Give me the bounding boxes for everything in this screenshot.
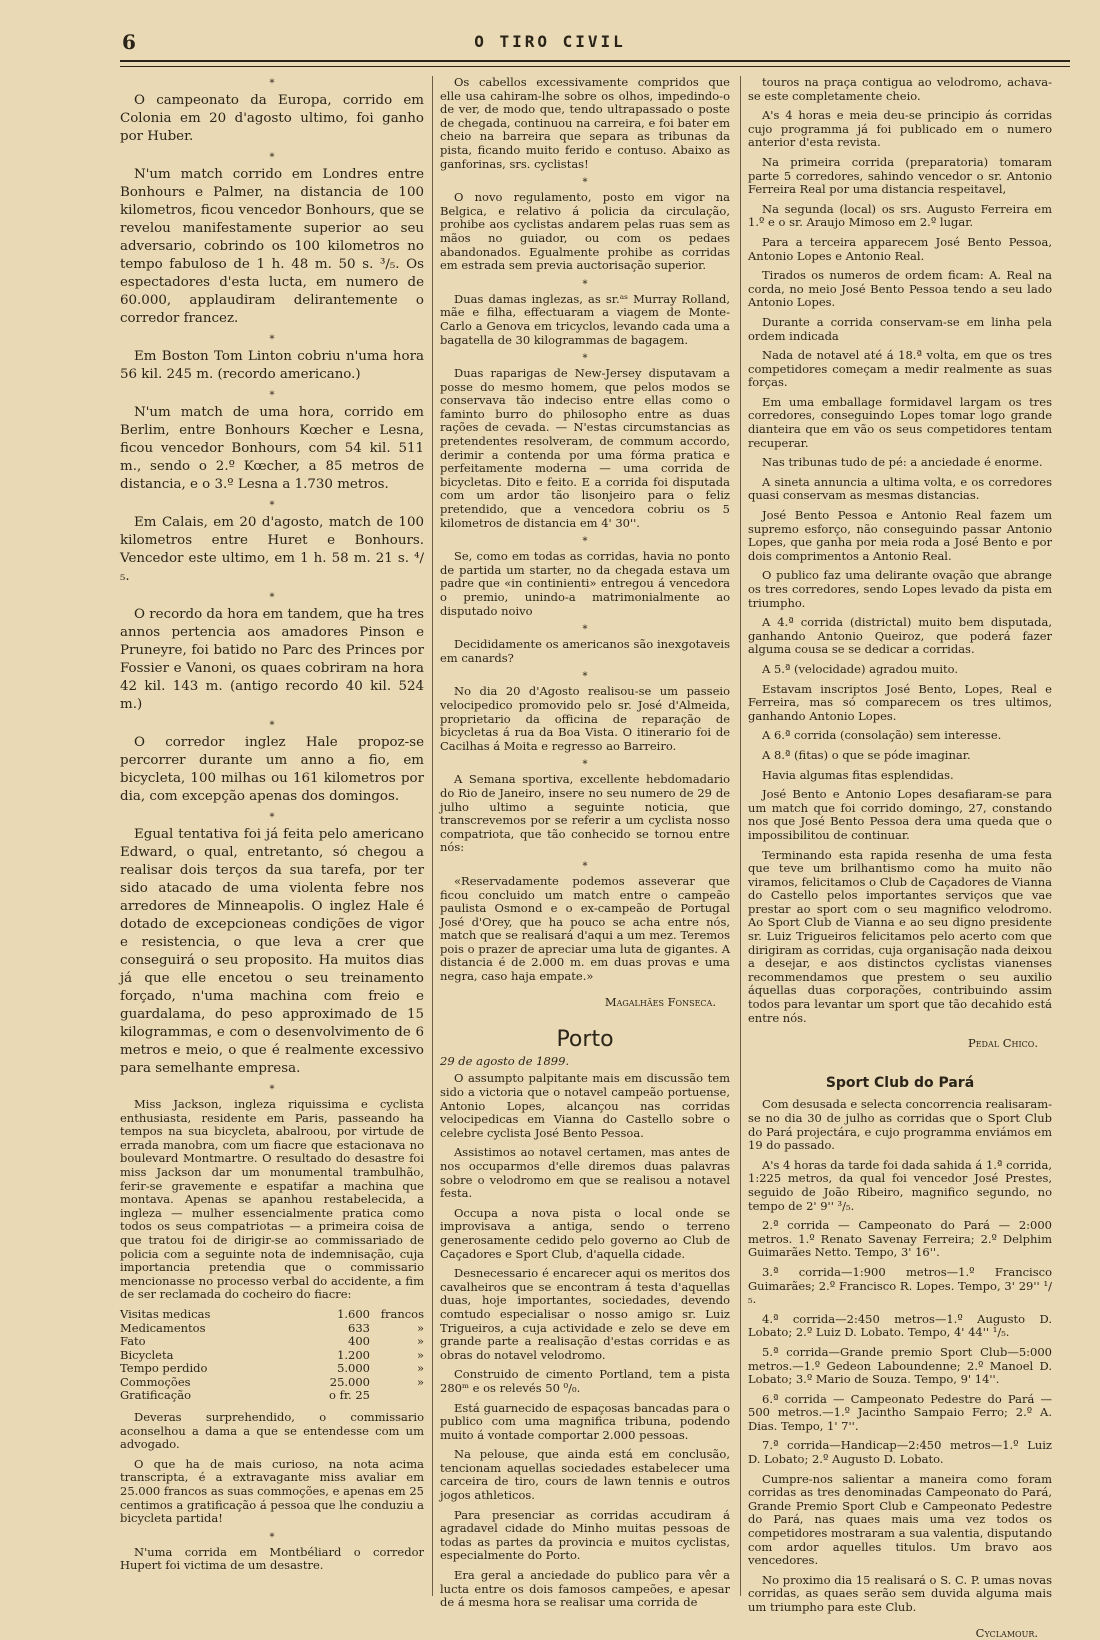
expense-unit: » [416, 1374, 424, 1389]
separator-star: * [269, 1084, 275, 1095]
article-paragraph: Cumpre-nos salientar a maneira como foram corridas as tres denominadas Campeonato do Pará, Grande Premio Sport Club e Campeonato Pedestre do Pará, nas quaes mais uma vez todos os competidores mostraram a sua valentia, disputando com ardor aquelles titulos. Um bravo aos vencedores. [748, 1471, 1052, 1568]
separator-star: * [269, 78, 275, 89]
article-paragraph: A 5.ª (velocidade) agradou muito. [762, 661, 958, 676]
masthead-title: O TIRO CIVIL [474, 32, 626, 51]
article-paragraph: O recordo da hora em tandem, que ha tres annos pertencia aos amadores Pinson e Pruneyre, foi batido no Parc des Princes por Fossier e Vanoni, os quaes cobriram na hora 42 kil. 143 m. (antigo recordo 40 kil. 524 m.) [120, 607, 424, 712]
separator-star: * [582, 759, 588, 771]
article-paragraph: O campeonato da Europa, corrido em Colonia em 20 d'agosto ultimo, foi ganho por Huber. [120, 93, 424, 144]
separator-star: * [269, 390, 275, 401]
column-3 [748, 75, 1053, 1640]
article-paragraph: Na primeira corrida (preparatoria) tomaram parte 5 corredores, sahindo vencedor o sr. Antonio Ferreira Real por uma distancia respeitavel, [748, 154, 1052, 197]
expense-value: o fr. 25 [328, 1388, 370, 1403]
article-paragraph: Nas tribunas tudo de pé: a anciedade é enorme. [762, 455, 1043, 470]
table-row [120, 1349, 424, 1363]
article-paragraph: O publico faz uma delirante ovação que abrange os tres corredores, sendo Lopes levado da pista em triumpho. [748, 568, 1052, 610]
column-divider [432, 76, 433, 1596]
article-paragraph: «Reservadamente podemos asseverar que ficou concluido um match entre o campeão paulista Osmond e o ex-campeão de Portugal José d'Orey, que ha pouco se acha entre nós, match que se realisará d'aqui a um mez. Teremos pois o prazer de apreciar uma luta de gigantes. A distancia é de 2.000 m. em duas provas e uma negra, caso haja empate.» [440, 873, 730, 984]
article-paragraph: 2.ª corrida — Campeonato do Pará — 2:000 metros. 1.º Renato Savenay Ferreira; 2.º Delphim Guimarães Netto. Tempo, 3' 16''. [748, 1218, 1052, 1260]
article-paragraph: Em Calais, em 20 d'agosto, match de 100 kilometros entre Huret e Bonhours. Vencedor este ultimo, em 1 h. 58 m. 21 s. ⁴/₅. [120, 515, 424, 584]
expense-value: 1.200 [337, 1347, 370, 1362]
article-paragraph: O que ha de mais curioso, na nota acima transcripta, é a extravagante miss avaliar em 25.000 francos as suas commoções, e apenas em 25 centimos a gratificação á pessoa que lhe conduziu a bicycleta partida! [120, 1456, 424, 1526]
separator-star: * [269, 334, 275, 345]
separator-star: * [582, 624, 588, 636]
separator-star: * [269, 500, 275, 511]
separator-star: * [269, 592, 275, 603]
article-paragraph: Estavam inscriptos José Bento, Lopes, Real e Ferreira, mas só comparecem os tres ultimos, ganhando Antonio Lopes. [748, 681, 1052, 723]
article-paragraph: Em uma emballage formidavel largam os tres corredores, conseguindo Lopes tomar logo grande dianteira que em vão os seus competidores tentam recuperar. [748, 394, 1052, 450]
article-paragraph: N'um match corrido em Londres entre Bonhours e Palmer, na distancia de 100 kilometros, ficou vencedor Bonhours, que se revelou manifestamente superior ao seu adversario, cobrindo os 100 kilometros no tempo fabuloso de 1 h. 48 m. 50 s. ³/₅. Os espectadores d'esta lucta, em numero de 60.000, applaudiram delirantemente o corredor francez. [120, 167, 424, 326]
article-paragraph: A 4.ª corrida (districtal) muito bem disputada, ganhando Antonio Queiroz, que poderá fazer alguma cousa se se dedicar a corridas. [748, 615, 1052, 657]
article-paragraph: Na segunda (local) os srs. Augusto Ferreira em 1.º e o sr. Araujo Mimoso em 2.º lugar. [748, 201, 1052, 230]
column-divider [740, 76, 741, 1596]
article-paragraph: José Bento Pessoa e Antonio Real fazem um supremo esforço, não conseguindo passar Antonio Lopes, que ganha por meia roda a José Bento e por dois comprimentos a Antonio Real. [748, 508, 1052, 563]
header-rule-thin [120, 66, 1070, 67]
article-paragraph: José Bento e Antonio Lopes desafiaram-se para um match que foi corrido domingo, 27, constando nos que José Bento Pessoa dera uma queda que o impossibilitou de continuar. [748, 787, 1052, 842]
article-paragraph: 5.ª corrida—Grande premio Sport Club—5:000 metros.—1.º Gedeon Laboundenne; 2.º Manoel D. Lobato; 3.º Mario de Souza. Tempo, 9' 14''. [748, 1344, 1052, 1387]
article-paragraph: Miss Jackson, ingleza riquissima e cyclista enthusiasta, residente em Paris, passeando ha tempos na sua bicycleta, abalroou, por virtude de errada manobra, com um fiacre que estacionava no boulevard Montmartre. O resultado do desastre foi miss Jackson dar um monumental trambulhão, ferir-se gravemente e espatifar a machina que montava. Apenas se apanhou restabelecida, a ingleza — mulher essencialmente pratica como todos os seus compatriotas — a primeira coisa de que tratou foi de dirigir-se ao commissariado de policia com a seguinte nota de indemnisação, cuja importancia pretendia que o commissario mencionasse no processo verbal do accidente, a fim de ser reclamada do cocheiro do fiacre: [120, 1097, 424, 1302]
expense-value: 1.600 [337, 1306, 370, 1321]
signature: Magalhães Fonseca. [604, 994, 716, 1009]
article-paragraph: N'um match de uma hora, corrido em Berlim, entre Bonhours Kœcher e Lesna, ficou vencedor Bonhours, com 54 kil. 511 m., sendo o 2.º Kœcher, a 85 metros de distancia, e o 3.º Lesna a 1.730 metros. [120, 405, 424, 492]
table-row [120, 1362, 424, 1376]
article-paragraph: Em Boston Tom Linton cobriu n'uma hora 56 kil. 245 m. (recordo americano.) [120, 349, 424, 382]
article-paragraph: Para presenciar as corridas accudiram á agradavel cidade do Minho muitas pessoas de todas as partes da provincia e muitos cyclistas, especialmente do Porto. [440, 1507, 730, 1563]
expenses-table [120, 1308, 424, 1403]
article-paragraph: No dia 20 d'Agosto realisou-se um passeio velocipedico promovido pelo sr. José d'Almeida, proprietario da officina de reparação de bicycletas á rua da Boa Vista. O itinerario foi de Cacilhas á Moita e regresso ao Barreiro. [440, 684, 730, 753]
article-paragraph: Desnecessario é encarecer aqui os meritos dos cavalheiros que se encontram á testa d'aquellas duas, hoje importantes, sociedades, devendo comtudo especialisar o nosso amigo sr. Luiz Trigueiros, a cuja actividade e zelo se deve em grande parte a realisação d'estas corridas e as obras do notavel velodromo. [440, 1266, 730, 1362]
table-row [120, 1376, 424, 1390]
article-paragraph: Para a terceira apparecem José Bento Pessoa, Antonio Lopes e Antonio Real. [748, 234, 1052, 263]
expense-value: 633 [348, 1320, 370, 1335]
article-paragraph: 7.ª corrida—Handicap—2:450 metros—1.º Luiz D. Lobato; 2.º Augusto D. Lobato. [748, 1438, 1052, 1467]
expense-value: 400 [348, 1334, 370, 1349]
article-paragraph: Se, como em todas as corridas, havia no ponto de partida um starter, no da chegada estava um padre que «in continienti» entregou á vencedora o premio, unindo-a matrimonialmente ao disputado noivo [440, 549, 730, 618]
article-paragraph: A 8.ª (fitas) o que se póde imaginar. [762, 747, 971, 762]
expense-item: Bicycleta [120, 1347, 174, 1362]
expense-unit: » [416, 1347, 424, 1362]
article-paragraph: touros na praça contigua ao velodromo, achava-se este completamente cheio. [748, 75, 1052, 103]
article-paragraph: 4.ª corrida—2:450 metros—1.º Augusto D. Lobato; 2.º Luiz D. Lobato. Tempo, 4' 44'' ¹/₅. [748, 1311, 1052, 1340]
separator-star: * [582, 536, 588, 548]
table-row [120, 1308, 424, 1322]
separator-star: * [582, 860, 588, 872]
article-paragraph: Decididamente os americanos são inexgotaveis em canards? [440, 637, 730, 665]
article-paragraph: Tirados os numeros de ordem ficam: A. Real na corda, no meio José Bento Pessoa tendo a seu lado Antonio Lopes. [748, 268, 1052, 310]
article-paragraph: O assumpto palpitante mais em discussão tem sido a victoria que o notavel campeão portuense, Antonio Lopes, alcançou nas corridas velocipedicas em Vianna do Castello sobre o celebre cyclista José Bento Pessoa. [440, 1071, 730, 1140]
article-paragraph: Durante a corrida conservam-se em linha pela ordem indicada [748, 314, 1052, 343]
expense-unit: » [416, 1320, 424, 1335]
expense-item: Fato [120, 1334, 146, 1349]
separator-star: * [582, 278, 588, 290]
article-paragraph: N'uma corrida em Montbéliard o corredor Hupert foi victima de um desastre. [120, 1544, 424, 1573]
article-paragraph: Duas raparigas de New-Jersey disputavam a posse do mesmo homem, que pelos modos se conservava tão indeciso entre ellas como o faminto burro do philosopho entre as duas rações de cevada. — N'estas circumstancias as pretendentes resolveram, de commum accordo, derimir a contenda por uma fórma pratica e perfeitamente moderna — uma corrida de bicycletas. Dito e feito. E a corrida foi disputada com um ardor tão lisonjeiro para o feliz pretendido, que a vencedora cobriu os 5 kilometros de distancia em 4' 30''. [440, 366, 730, 530]
article-paragraph: Havia algumas fitas esplendidas. [762, 767, 954, 782]
article-paragraph: Nada de notavel até á 18.ª volta, em que os tres competidores começam a medir realmente as suas forças. [748, 348, 1052, 390]
separator-star: * [269, 720, 275, 731]
article-paragraph: Era geral a anciedade do publico para vêr a lucta entre os dois famosos campeões, e apesar de á mesma hora se realisar uma corrida de [440, 1568, 730, 1610]
expense-unit [370, 1389, 424, 1403]
expense-unit: » [416, 1334, 424, 1349]
article-paragraph: Os cabellos excessivamente compridos que elle usa cahiram-lhe sobre os olhos, impedindo-o de ver, de modo que, tendo ultrapassado o poste de chegada, continuou na carreira, e foi bater em cheio na barreira que separa as tribunas da pista, ficando muito ferido e contuso. Abaixo as ganforinas, srs. cyclistas! [440, 75, 730, 171]
signature: Pedal Chico. [967, 1036, 1038, 1051]
section-title: Sport Club do Pará [825, 1074, 975, 1091]
article-paragraph: A's 4 horas da tarde foi dada sahida á 1.ª corrida, 1:225 metros, da qual foi vencedor José Prestes, seguido de João Ribeiro, magnifico segundo, no tempo de 2' 9'' ³/₅. [748, 1157, 1052, 1213]
dateline: 29 de agosto de 1899. [440, 1053, 570, 1068]
article-paragraph: Terminando esta rapida resenha de uma festa que teve um brilhantismo como ha muito não viramos, felicitamos o Club de Caçadores de Vianna do Castello pelos importantes serviços que vae prestar ao sport com o seu magnifico velodromo. Ao Sport Club de Vianna e ao seu digno presidente sr. Luiz Trigueiros felicitamos pelo acerto com que dirigiram as corridas, cuja organisação nada deixou a desejar, e aos distinctos cyclistas vianenses recommendamos que prestem o seu auxilio áquellas duas corporações, contribuindo assim todos para levantar um sport que tão decahido está entre nós. [748, 847, 1052, 1025]
article-paragraph: Deveras surprehendido, o commissario aconselhou a dama a que se entendesse com um advogado. [120, 1410, 424, 1452]
signature: Cyclamour. [975, 1625, 1038, 1640]
expense-item: Commoções [120, 1374, 191, 1389]
article-paragraph: Está guarnecido de espaçosas bancadas para o publico com uma magnifica tribuna, podendo muito á vontade comportar 2.000 pessoas. [440, 1400, 730, 1442]
expense-item: Medicamentos [120, 1320, 206, 1335]
article-paragraph: 3.ª corrida—1:900 metros—1.º Francisco Guimarães; 2.º Francisco R. Lopes. Tempo, 3' 29'' ¹/₅. [748, 1264, 1052, 1307]
separator-star: * [269, 152, 275, 163]
expense-value: 5.000 [337, 1361, 370, 1376]
header-rule [120, 60, 1070, 62]
article-paragraph: Com desusada e selecta concorrencia realisaram-se no dia 30 de julho as corridas que o Sport Club do Pará projectára, e cujo programma enviámos em 19 do passado. [748, 1097, 1053, 1153]
article-paragraph: No proximo dia 15 realisará o S. C. P. umas novas corridas, as quaes serão sem duvida alguma mais um triumpho para este Club. [748, 1572, 1052, 1614]
expense-unit: » [416, 1361, 424, 1376]
separator-star: * [269, 1531, 275, 1543]
expense-item: Tempo perdido [120, 1361, 208, 1376]
article-paragraph: A sineta annuncia a ultima volta, e os corredores quasi conservam as mesmas distancias. [748, 474, 1052, 503]
article-paragraph: Duas damas inglezas, as sr.ᵃˢ Murray Rolland, mãe e filha, effectuaram a viagem de Monte-Carlo a Genova em tricyclos, levando cada uma a bagatella de 30 kilogrammas de bagagem. [440, 291, 730, 347]
expense-unit: francos [380, 1306, 424, 1321]
page-number: 6 [122, 30, 136, 54]
article-paragraph: A Semana sportiva, excellente hebdomadario do Rio de Janeiro, insere no seu numero de 29 de julho ultimo a seguinte noticia, que transcrevemos por se referir a um cyclista nosso compatriota, que tão conhecido se tornou entre nós: [440, 772, 730, 855]
expense-item: Visitas medicas [120, 1306, 211, 1321]
article-paragraph: A's 4 horas e meia deu-se principio ás corridas cujo programma já foi publicado em o numero anterior d'esta revista. [748, 108, 1052, 150]
table-row [120, 1389, 424, 1403]
column-1 [120, 76, 424, 1596]
article-paragraph: 6.ª corrida — Campeonato Pedestre do Pará — 500 metros.—1.º Jacintho Sampaio Ferro; 2.º A. Dias. Tempo, 1' 7''. [748, 1391, 1052, 1433]
table-row [120, 1335, 424, 1349]
separator-star: * [582, 353, 588, 365]
article-paragraph: Occupa a nova pista o local onde se improvisava a antiga, sendo o terreno generosamente cedido pelo governo ao Club de Caçadores e Sport Club, d'aquella cidade. [440, 1205, 730, 1261]
article-paragraph: O corredor inglez Hale propoz-se percorrer durante um anno a fio, em bicycleta, 100 milhas ou 161 kilometros por dia, com excepção apenas dos domingos. [120, 735, 424, 804]
page-header [0, 0, 1100, 64]
table-row [120, 1322, 424, 1336]
article-paragraph: Assistimos ao notavel certamen, mas antes de nos occuparmos d'elle diremos duas palavras sobre o velodromo em que se realisou a notavel festa. [440, 1145, 730, 1201]
separator-star: * [582, 671, 588, 683]
article-paragraph: Construido de cimento Portland, tem a pista 280ᵐ e os relevés 50 ⁰/₀. [440, 1367, 730, 1395]
section-title: Porto [556, 1027, 614, 1053]
separator-star: * [582, 177, 588, 189]
expense-item: Gratificação [120, 1388, 192, 1403]
article-paragraph: O novo regulamento, posto em vigor na Belgica, e relativo á policia da circulação, prohibe aos cyclistas andarem pelas ruas sem as mãos no guiador, ou com os pedaes abandonados. Egualmente prohibe as corridas em estrada sem previa auctorisação superior. [440, 190, 730, 273]
article-paragraph: Egual tentativa foi já feita pelo americano Edward, o qual, entretanto, só chegou a realisar dois terços da sua tarefa, por ter sido atacado de uma violenta febre nos arredores de Minneapolis. O inglez Hale é dotado de excepcioneas condições de vigor e resistencia, o que leva a crer que conseguirá o seu proposito. Ha muitos dias já que elle encetou o seu treinamento forçado, n'uma machina com freio e guardalama, do peso approximado de 15 kilogrammas, e com o desenvolvimento de 6 metros e meio, o que é realmente excessivo para semelhante empresa. [120, 827, 424, 1076]
article-paragraph: A 6.ª corrida (consolação) sem interesse. [762, 728, 1002, 743]
column-2 [440, 75, 730, 1610]
separator-star: * [269, 812, 275, 823]
article-paragraph: Na pelouse, que ainda está em conclusão, tencionam aquellas sociedades estabelecer uma carceira de tiro, cours de lawn tennis e outros jogos athleticos. [440, 1447, 730, 1503]
expense-value: 25.000 [329, 1374, 370, 1389]
